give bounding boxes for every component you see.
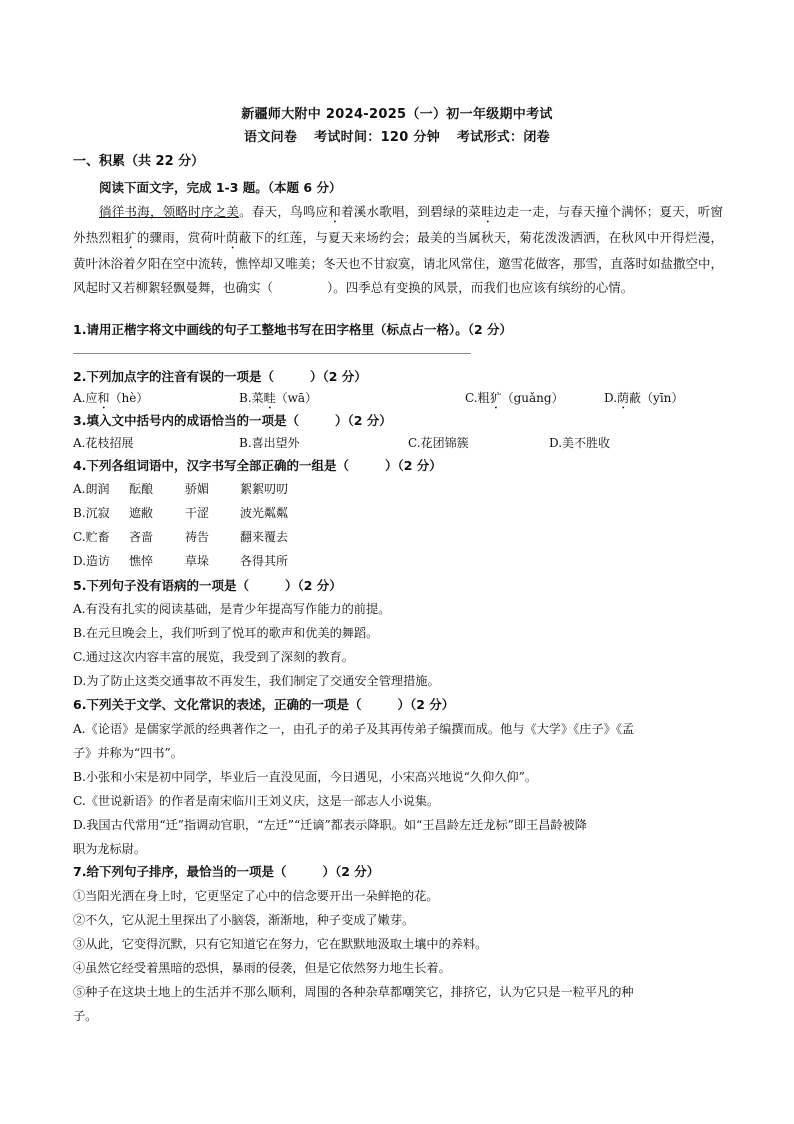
option-d-cont: 职为龙标尉。 [73,842,147,856]
exam-format: 考试形式：闭卷 [456,130,550,145]
option-b[interactable]: B.小张和小宋是初中同学，毕业后一直没见面，今日遇见，小宋高兴地说“久仰久仰”。 [73,770,538,784]
option-c[interactable]: C.《世说新语》的作者是南宋临川王刘义庆，这是一部志人小说集。 [73,794,440,808]
option-d[interactable]: D.为了防止这类交通事故不再发生，我们制定了交通安全管理措施。 [73,674,440,688]
option-c[interactable]: C.粗犷（guǎng） [465,391,564,405]
option-b[interactable]: B.在元旦晚会上，我们听到了悦耳的歌声和优美的舞蹈。 [73,626,379,640]
sentence-2: ②不久，它从泥土里探出了小脑袋，渐渐地，种子变成了嫩芽。 [73,913,415,927]
option-c[interactable]: C.花团锦簇 [408,436,469,450]
exam-duration: 考试时间：120 分钟 [314,130,441,145]
sentence-4: ④虽然它经受着黑暗的恐惧，暴雨的侵袭，但是它依然努力地生长着。 [73,961,451,975]
question-1: 1.请用正楷字将文中画线的句子工整地书写在田字格里（标点占一格）。（2 分） [73,322,512,337]
dotted-char: 和 [328,204,342,220]
exam-page: 新疆师大附中 2024-2025（一）初一年级期中考试 语文问卷 考试时间：120 分钟 考试形式：闭卷 一、积累（共 22 分） 阅读下面文字，完成 1-3 题。（本题 6 分） 徜徉书海，领略时序之美。春天，鸟鸣应和着溪水歌唱，到碧绿的菜畦边走一走，与春天撞个满怀；夏天，听窗外热烈粗犷的骤雨，赏荷叶荫蔽下的红莲，与夏天来场约会；最美的当属秋天，菊花泼泼洒洒，在秋风中开得烂漫，黄叶沐浴着夕阳在空中流转，憔悴却又唯美；冬天也不甘寂寞，请北风常住，邀雪花做客，那雪，直落时如盐撒空中，风起时又若柳絮轻飘曼舞，也确实（ ）。四季总有变换的风景，而我们也应该有缤纷的心情。 1.请用正楷字将文中画线的句子工整地书写在田字格里（标点占一格）。（2 分） 2.下列加点字的注音有误的一项是（ ）（2 分） A.应和（hè） B.菜畦（wā） C.粗犷（guǎng） D.荫蔽（yīn） 3.填入文中括号内的成语恰当的一项是（ ）（2 分） A.花枝招展 B.喜出望外 C.花团锦簇 D.美不胜收 4.下列各组词语中，汉字书写全部正确的一组是（ ）（2 分） A.朗润 酝酿 骄媚 絮絮叨叨 B.沉寂 遮敝 干涩 波光粼粼 C.贮畜 吝啬 祷告 翻来覆去 D.造访 憔悴 草垛 各得其所 5.下列句子没有语病的一项是（ ）（2 分） A.有没有扎实的阅读基础，是青少年提高写作能力的前提。 B.在元旦晚会上，我们听到了悦耳的歌声和优美的舞蹈。 C.通过这次内容丰富的展览，我受到了深刻的教育。 D.为了防止这类交通事故不再发生，我们制定了交通安全管理措施。 6.下列关于文学、文化常识的表述，正确的一项是（ ）（2 分） A.《论语》是儒家学派的经典著作之一，由孔子的弟子及其再传弟子编撰而成。他与《大学》《庄子》《孟 子》并称为“四书”。 B.小张和小宋是初中同学，毕业后一直没见面，今日遇见，小宋高兴地说“久仰久仰”。 C.《世说新语》的作者是南宋临川王刘义庆，这是一部志人小说集。 D.我国古代常用“迁”指调动官职，“左迁”“迁谪”都表示降职。如“王昌龄左迁龙标”即王昌龄被降 职为龙标尉。 7.给下列句子排序，最恰当的一项是（ ）（2 分） ①当阳光洒在身上时，它更坚定了心中的信念要开出一朵鲜艳的花。 ②不久，它从泥土里探出了小脑袋，渐渐地，种子变成了嫩芽。 ③从此，它变得沉默，只有它知道它在努力，它在默默地汲取土壤中的养料。 ④虽然它经受着黑暗的恐惧，暴雨的侵袭，但是它依然努力地生长着。 ⑤种子在这块土地上的生活并不那么顺利，周围的各种杂草都嘲笑它，排挤它，认为它只是一粒平凡的种 子。 [0,0,794,1124]
question-6: 6.下列关于文学、文化常识的表述，正确的一项是（ ）（2 分） [73,697,455,712]
option-b[interactable]: B.菜畦（wā） [239,391,318,405]
section-heading: 一、积累（共 22 分） [73,154,205,169]
dotted-char: 荫 [226,230,239,246]
option-d[interactable]: D.荫蔽（yīn） [604,391,684,405]
option-a[interactable]: A.《论语》是儒家学派的经典著作之一，由孔子的弟子及其再传弟子编撰而成。他与《大学》《庄子》《孟 [73,722,635,736]
reading-passage [73,176,723,301]
option-c[interactable]: C.通过这次内容丰富的展览，我受到了深刻的教育。 [73,650,354,664]
question-4: 4.下列各组词语中，汉字书写全部正确的一组是（ ）（2 分） [73,458,442,473]
answer-line[interactable] [73,353,471,354]
option-a-cont: 子》并称为“四书”。 [73,746,183,760]
option-a[interactable]: A.有没有扎实的阅读基础，是青少年提高写作能力的前提。 [73,602,391,616]
dotted-char: 畦 [481,204,494,220]
dotted-char: 犷 [124,230,137,246]
option-a[interactable]: A.应和（hè） [73,391,149,405]
exam-title: 新疆师大附中 2024-2025（一）初一年级期中考试 [241,107,553,122]
question-7: 7.给下列句子排序，最恰当的一项是（ ）（2 分） [73,864,380,879]
question-3: 3.填入文中括号内的成语恰当的一项是（ ）（2 分） [73,413,392,428]
option-a[interactable]: A.花枝招展 [73,436,134,450]
passage-instruction: 阅读下面文字，完成 1-3 题。（本题 6 分） [99,180,342,195]
exam-subtitle [0,126,794,145]
sentence-3: ③从此，它变得沉默，只有它知道它在努力，它在默默地汲取土壤中的养料。 [73,937,488,951]
question-5: 5.下列句子没有语病的一项是（ ）（2 分） [73,578,342,593]
option-d[interactable]: D.我国古代常用“迁”指调动官职，“左迁”“迁谪”都表示降职。如“王昌龄左迁龙标”即王昌龄被降 [73,818,587,832]
option-d[interactable]: D.美不胜收 [549,436,611,450]
sentence-5-cont: 子。 [73,1009,98,1023]
sentence-1: ①当阳光洒在身上时，它更坚定了心中的信念要开出一朵鲜艳的花。 [73,889,439,903]
passage-body: 徜徉书海，领略时序之美。春天，鸟鸣应和着溪水歌唱，到碧绿的菜畦边走一走，与春天撞个满怀；夏天，听窗外热烈粗犷的骤雨，赏荷叶荫蔽下的红莲，与夏天来场约会；最美的当属秋天，菊花泼泼洒洒，在秋风中开得烂漫，黄叶沐浴着夕阳在空中流转，憔悴却又唯美；冬天也不甘寂寞，请北风常住，邀雪花做客，那雪，直落时如盐撒空中，风起时又若柳絮轻飘曼舞，也确实（ ）。四季总有变换的风景，而我们也应该有缤纷的心情。 [73,204,724,296]
paper-name: 语文问卷 [244,130,298,145]
question-2: 2.下列加点字的注音有误的一项是（ ）（2 分） [73,369,367,384]
underlined-sentence: 徜徉书海，领略时序之美 [99,204,240,220]
sentence-5: ⑤种子在这块土地上的生活并不那么顺利，周围的各种杂草都嘲笑它，排挤它，认为它只是一粒平凡的种 [73,985,634,999]
option-b[interactable]: B.喜出望外 [239,436,300,450]
